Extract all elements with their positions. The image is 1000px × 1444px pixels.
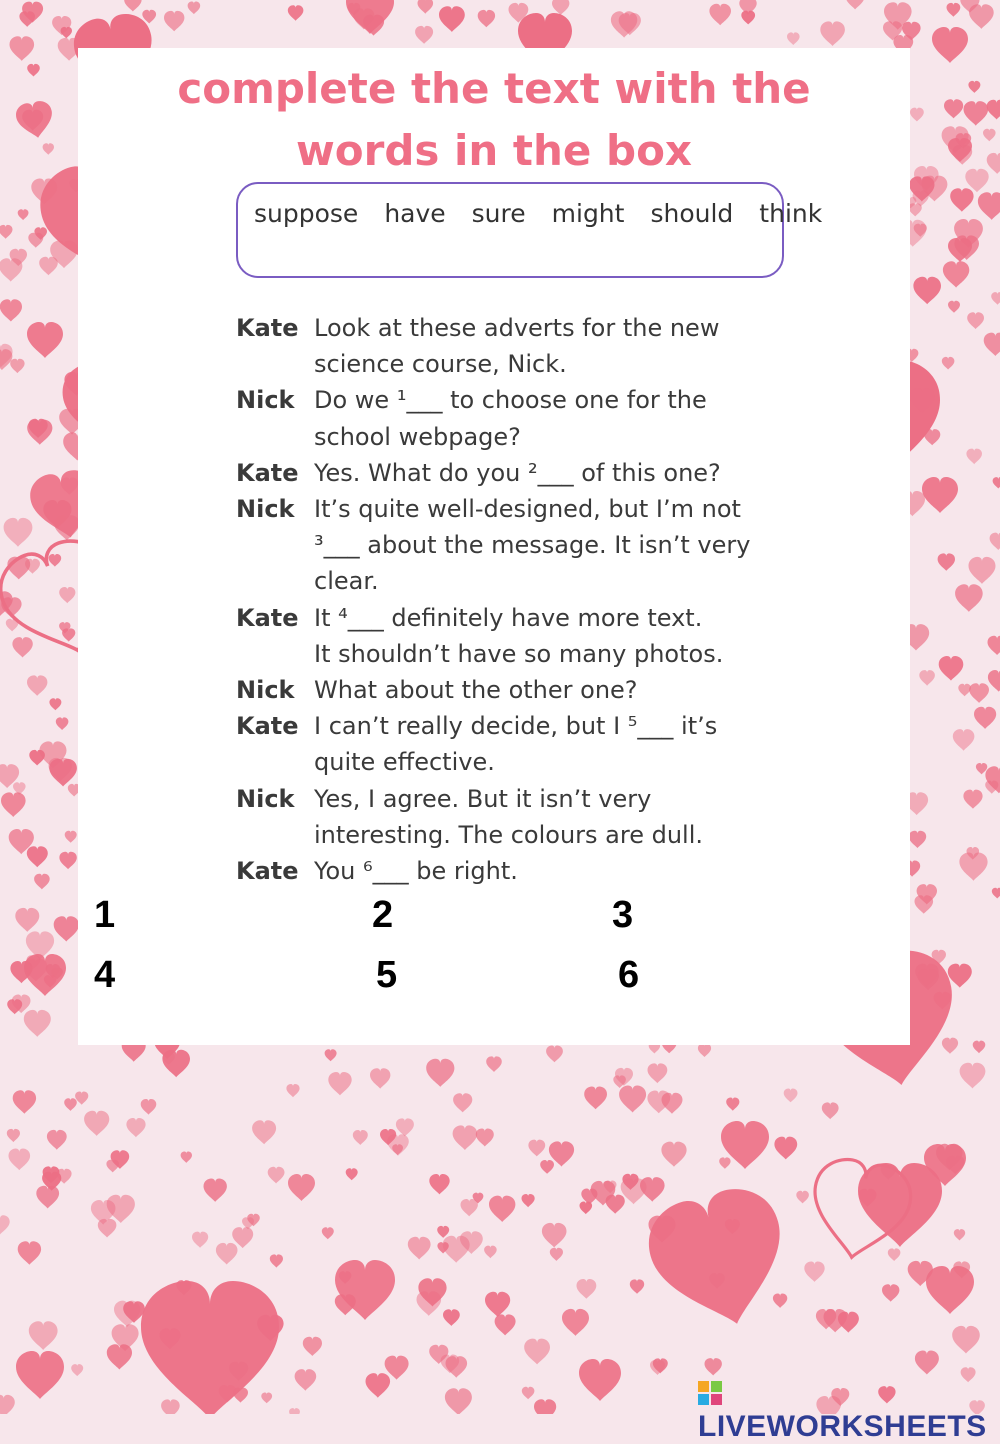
heart-decoration [719,1157,730,1168]
heart-decoration [919,670,935,686]
heart-decoration [27,846,48,867]
speaker-name: Nick [236,382,314,454]
dialog-text [314,853,836,889]
heart-decoration [486,1056,502,1072]
heart-decoration [13,1090,36,1113]
heart-decoration [322,1227,334,1239]
dialog-turn [236,382,836,454]
heart-decoration [528,1140,545,1157]
heart-decoration [49,554,62,567]
heart-decoration [204,1179,227,1202]
answer-number-5: 5 [376,954,397,997]
heart-decoration [932,27,968,63]
heart-decoration [954,1229,965,1240]
heart-decoration [59,852,76,869]
heart-decoration [969,4,994,29]
heart-decoration [6,619,19,632]
heart-decoration [12,637,32,657]
heart-decoration [992,888,1000,899]
speaker-name: Nick [236,781,314,853]
heart-decoration [939,656,964,681]
heart-decoration [18,209,29,220]
heart-decoration [787,32,800,45]
heart-decoration [577,1279,597,1299]
heart-decoration [325,1049,337,1061]
heart-decoration [820,21,845,46]
heart-decoration [709,4,731,26]
heart-decoration [16,1351,64,1399]
heart-decoration [0,299,22,321]
heart-decoration [562,1309,589,1336]
heart-decoration [415,26,433,44]
dialog-text [314,672,836,708]
heart-decoration [303,1337,322,1356]
heart-decoration [522,1387,535,1400]
heart-decoration [65,831,77,843]
heart-decoration [476,1129,494,1147]
heart-decoration [43,143,54,154]
answer-number-3: 3 [612,894,633,937]
heart-decoration [49,698,61,710]
heart-decoration [990,533,1000,550]
speaker-name: Nick [236,672,314,708]
heart-decoration [188,2,201,15]
heart-decoration [944,99,963,118]
heart-decoration [647,1091,670,1114]
heart-decoration [71,1364,83,1376]
heart-decoration [453,1093,472,1112]
heart-decoration [54,916,79,941]
heart-decoration [346,1168,358,1180]
heart-decoration [36,1186,59,1209]
word-should: should [650,199,733,228]
heart-decoration [774,1137,797,1160]
dialog-line: science course, Nick. [314,346,836,382]
dialog-text [314,491,836,600]
heart-decoration [370,1068,390,1088]
heart-decoration [328,1072,351,1095]
word-have: have [384,199,445,228]
heart-decoration [909,831,926,848]
speaker-name: Kate [236,708,314,780]
heart-decoration [942,1038,958,1054]
answer-number-1: 1 [94,894,115,937]
heart-decoration [606,1195,625,1214]
heart-decoration [453,1125,478,1150]
heart-decoration [489,1196,515,1222]
heart-decoration [882,1284,899,1301]
heart-decoration [0,258,22,281]
heart-decoration [426,1059,454,1087]
heart-decoration [580,1202,593,1215]
heart-decoration [942,357,955,370]
speaker-name: Nick [236,491,314,600]
heart-decoration [969,557,996,584]
heart-decoration [955,584,983,612]
dialog-line: It’s quite well-designed, but I’m not [314,491,836,527]
heart-decoration [993,477,1000,488]
heart-decoration [9,36,34,61]
heart-decoration [1,792,26,817]
dialog-line: Yes. What do you ²___ of this one? [314,455,836,491]
heart-decoration [978,192,1000,220]
heart-decoration [418,0,434,14]
heart-decoration [181,1152,192,1163]
heart-decoration [524,1339,550,1365]
word-sure: sure [472,199,526,228]
heart-decoration [396,1118,414,1136]
heart-decoration [938,553,955,570]
heart-decoration [261,1393,272,1404]
heart-decoration [142,10,156,24]
heart-decoration [953,729,975,751]
heart-decoration [56,717,69,730]
dialog-line: ³___ about the message. It isn’t very [314,527,836,563]
answer-number-2: 2 [372,894,393,937]
heart-decoration [24,1010,51,1037]
heart-decoration [28,233,43,248]
heart-decoration [27,322,63,358]
heart-decoration [726,1098,739,1111]
heart-decoration [478,10,495,27]
dialog-line: interesting. The colours are dull. [314,817,836,853]
title-line-2: words in the box [78,120,910,182]
heart-decoration [141,1281,279,1414]
heart-decoration [943,261,969,287]
heart-decoration [161,1399,180,1414]
dialog-line: quite effective. [314,744,836,780]
heart-decoration [288,1174,315,1201]
heart-decoration [59,587,75,603]
heart-decoration [534,1399,556,1414]
heart-decoration [0,225,13,239]
heart-decoration [988,670,1000,692]
heart-decoration [967,312,984,329]
heart-decoration [922,477,958,513]
heart-decoration [630,1279,644,1293]
heart-decoration [439,6,465,32]
dialog-turn [236,455,836,491]
dialog-line: It shouldn’t have so many photos. [314,636,836,672]
dialog-turn [236,853,836,889]
heart-decoration [988,636,1000,655]
heart-decoration [846,0,865,9]
heart-decoration [960,1063,986,1089]
word-think: think [759,199,822,228]
heart-decoration [948,301,960,313]
heart-decoration [47,1130,67,1150]
speaker-name: Kate [236,600,314,672]
heart-decoration [15,908,39,932]
dialog-turn [236,310,836,382]
worksheet-title [78,58,910,182]
heart-decoration [429,1174,449,1194]
heart-decoration [75,1092,88,1105]
heart-decoration [639,1179,801,1341]
heart-decoration [987,153,1000,174]
heart-decoration [34,874,50,890]
heart-decoration [485,1292,510,1317]
title-line-1: complete the text with the [78,58,910,120]
heart-decoration [958,684,971,697]
heart-decoration [796,1191,809,1204]
heart-decoration [107,1344,132,1369]
heart-decoration [289,1408,300,1414]
dialog-text [314,455,836,491]
liveworksheets-logo [698,1376,1000,1444]
heart-decoration [540,1160,554,1174]
heart-decoration [773,1294,787,1308]
heart-decoration [910,108,924,122]
heart-decoration [924,429,940,445]
heart-decoration [550,1248,563,1261]
dialog-line: I can’t really decide, but I ⁵___ it’s [314,708,836,744]
heart-decoration [27,675,47,695]
dialog-text [314,600,836,672]
heart-decoration [0,1395,15,1414]
heart-decoration [495,1314,516,1335]
heart-decoration [10,359,24,373]
heart-decoration [964,101,989,126]
heart-decoration [648,1063,668,1083]
heart-decoration [909,203,922,216]
heart-decoration [974,707,996,729]
heart-decoration [461,1199,478,1216]
dialog-line: What about the other one? [314,672,836,708]
dialog-line: You ⁶___ be right. [314,853,836,889]
dialog-text [314,310,836,382]
liveworksheets-logo-text: LIVEWORKSHEETS [698,1410,987,1443]
heart-decoration [947,3,961,17]
speaker-name: Kate [236,310,314,382]
heart-decoration [969,683,989,703]
word-suppose: suppose [254,199,358,228]
heart-decoration [522,1194,535,1207]
word-box [236,182,784,278]
heart-decoration [7,1129,20,1142]
heart-decoration [141,1099,157,1115]
heart-decoration [192,1232,208,1248]
dialog-line: Look at these adverts for the new [314,310,836,346]
heart-decoration [4,518,33,547]
speaker-name: Kate [236,455,314,491]
dialog-line: Do we ¹___ to choose one for the [314,382,836,418]
dialog-turn [236,781,836,853]
dialog-text [314,708,836,780]
heart-decoration [252,1120,276,1144]
heart-decoration [8,1149,30,1171]
heart-decoration [858,1163,942,1247]
heart-decoration [913,277,941,305]
heart-decoration [124,0,141,12]
heart-decoration [164,11,184,31]
heart-decoration [987,100,1000,120]
heart-decoration [661,1142,686,1167]
heart-decoration [976,763,987,774]
heart-decoration [950,188,973,211]
heart-decoration [552,0,569,15]
heart-decoration [915,1351,939,1375]
heart-decoration [484,1246,497,1259]
heart-decoration [546,1046,563,1063]
heart-decoration [18,1241,41,1264]
heart-decoration [445,1388,472,1414]
heart-decoration [353,1130,368,1145]
heart-decoration [443,1309,460,1326]
heart-decoration [0,1215,10,1234]
dialog [236,310,836,889]
heart-decoration [437,1226,449,1238]
heart-decoration [64,1098,77,1111]
dialog-text [314,781,836,853]
answer-number-4: 4 [94,954,115,997]
word-might: might [552,199,625,228]
heart-decoration [584,1087,607,1110]
heart-decoration [983,129,996,142]
dialog-turn [236,600,836,672]
speaker-name: Kate [236,853,314,889]
dialog-text [314,382,836,454]
heart-decoration [366,1373,391,1398]
liveworksheets-logo-icon [698,1381,722,1405]
heart-decoration [84,1111,109,1136]
heart-decoration [268,1167,285,1184]
heart-decoration [822,1102,839,1119]
heart-decoration [216,1243,238,1265]
heart-decoration [991,292,1000,305]
dialog-turn [236,491,836,600]
heart-decoration [973,1041,986,1054]
heart-decoration [698,1044,711,1057]
heart-decoration [984,333,1000,356]
heart-decoration [286,1084,299,1097]
heart-decoration [542,1223,567,1248]
heart-decoration [619,1086,646,1113]
heart-decoration [25,559,40,574]
dialog-line: It ⁴___ definitely have more text. [314,600,836,636]
heart-decoration [966,449,982,465]
heart-decoration [62,628,75,641]
heart-decoration [126,1118,145,1137]
heart-decoration [965,169,988,192]
heart-decoration [579,1359,621,1401]
heart-decoration [888,1248,901,1261]
heart-decoration [288,5,304,21]
heart-decoration [408,1237,431,1260]
heart-decoration [270,1254,283,1267]
heart-decoration [29,1321,58,1350]
dialog-turn [236,708,836,780]
heart-decoration [705,1358,722,1375]
heart-decoration [968,81,980,93]
dialog-line: school webpage? [314,419,836,455]
heart-decoration [784,1089,798,1103]
dialog-turn [236,672,836,708]
heart-decoration [295,1369,317,1391]
heart-decoration [27,64,40,77]
dialog-line: clear. [314,563,836,599]
heart-decoration [963,790,982,809]
heart-decoration [952,1326,980,1354]
dialog-line: Yes, I agree. But it isn’t very [314,781,836,817]
heart-decoration [948,964,972,988]
answer-number-6: 6 [618,954,639,997]
heart-decoration [387,1134,409,1156]
heart-decoration [804,1262,824,1282]
